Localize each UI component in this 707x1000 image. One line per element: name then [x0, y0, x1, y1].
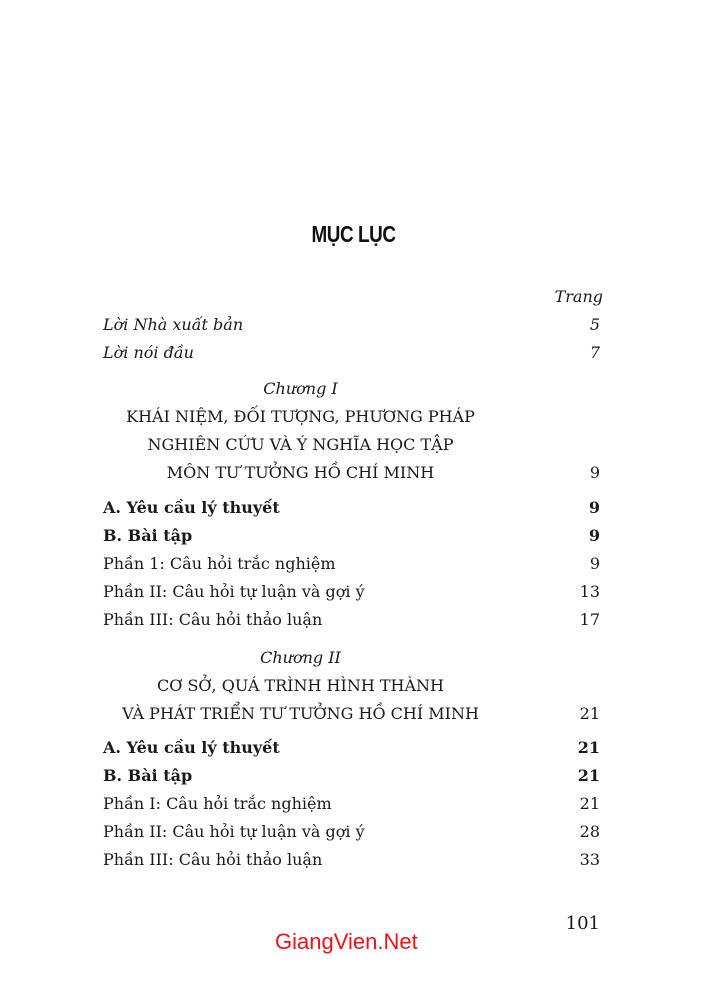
toc-section-page: 21	[577, 738, 600, 757]
toc-entry-page: 5	[589, 315, 600, 334]
toc-section-label: Phần 1: Câu hỏi trắc nghiệm	[103, 554, 336, 573]
toc-section-page: 9	[588, 498, 600, 517]
toc-section[interactable]	[103, 764, 600, 788]
chapter-title-line: KHÁI NIỆM, ĐỐI TƯỢNG, PHƯƠNG PHÁP	[126, 407, 475, 426]
toc-section-label: Phần I: Câu hỏi trắc nghiệm	[103, 794, 332, 813]
toc-entry[interactable]	[103, 313, 600, 337]
toc-section-page: 21	[579, 794, 600, 813]
chapter-title-line[interactable]: MÔN TƯ TƯỞNG HỒ CHÍ MINH	[166, 463, 435, 482]
toc-section[interactable]	[103, 608, 600, 632]
chapter-title-line[interactable]: VÀ PHÁT TRIỂN TƯ TƯỞNG HỒ CHÍ MINH	[122, 704, 479, 723]
chapter-title-line: NGHIÊN CỨU VÀ Ý NGHĨA HỌC TẬP	[147, 435, 454, 454]
watermark: GiangVien.Net	[275, 929, 418, 954]
chapter-label: Chương I	[263, 379, 338, 398]
toc-section[interactable]	[103, 552, 600, 576]
toc-section[interactable]	[103, 496, 600, 520]
toc-section-label: Phần II: Câu hỏi tự luận và gợi ý	[103, 582, 365, 601]
toc-entry[interactable]	[103, 341, 600, 365]
toc-section-label: Phần III: Câu hỏi thảo luận	[103, 850, 323, 869]
toc-section-page: 17	[579, 610, 600, 629]
toc-section-label: Phần II: Câu hỏi tự luận và gợi ý	[103, 822, 365, 841]
toc-entry-label: Lời Nhà xuất bản	[103, 315, 244, 334]
toc-section-label: Phần III: Câu hỏi thảo luận	[103, 610, 323, 629]
toc-entry-page: 7	[589, 343, 600, 362]
toc-section-label: B. Bài tập	[103, 526, 193, 545]
page-title: MỤC LỤC	[311, 221, 396, 247]
toc-section-page: 33	[579, 850, 600, 869]
toc-section[interactable]	[103, 736, 600, 760]
toc-section-page: 21	[577, 766, 600, 785]
toc-section-label: A. Yêu cầu lý thuyết	[103, 498, 280, 517]
toc-section[interactable]	[103, 580, 600, 604]
toc-section-page: 9	[588, 526, 600, 545]
chapter-page: 9	[589, 463, 600, 482]
toc-entry-label: Lời nói đầu	[103, 343, 194, 362]
toc-section[interactable]	[103, 848, 600, 872]
toc-section[interactable]	[103, 792, 600, 816]
chapter-label: Chương II	[260, 648, 341, 667]
toc-section-page: 28	[579, 822, 600, 841]
page-column-header: Trang	[554, 287, 603, 306]
chapter-title-line: CƠ SỞ, QUÁ TRÌNH HÌNH THÀNH	[157, 676, 444, 695]
page-number: 101	[565, 913, 600, 934]
toc-section[interactable]	[103, 820, 600, 844]
toc-section-label: B. Bài tập	[103, 766, 193, 785]
toc-section-page: 9	[589, 554, 600, 573]
toc-section-page: 13	[579, 582, 600, 601]
toc-section-label: A. Yêu cầu lý thuyết	[103, 738, 280, 757]
chapter-page: 21	[579, 704, 600, 723]
toc-section[interactable]	[103, 524, 600, 548]
